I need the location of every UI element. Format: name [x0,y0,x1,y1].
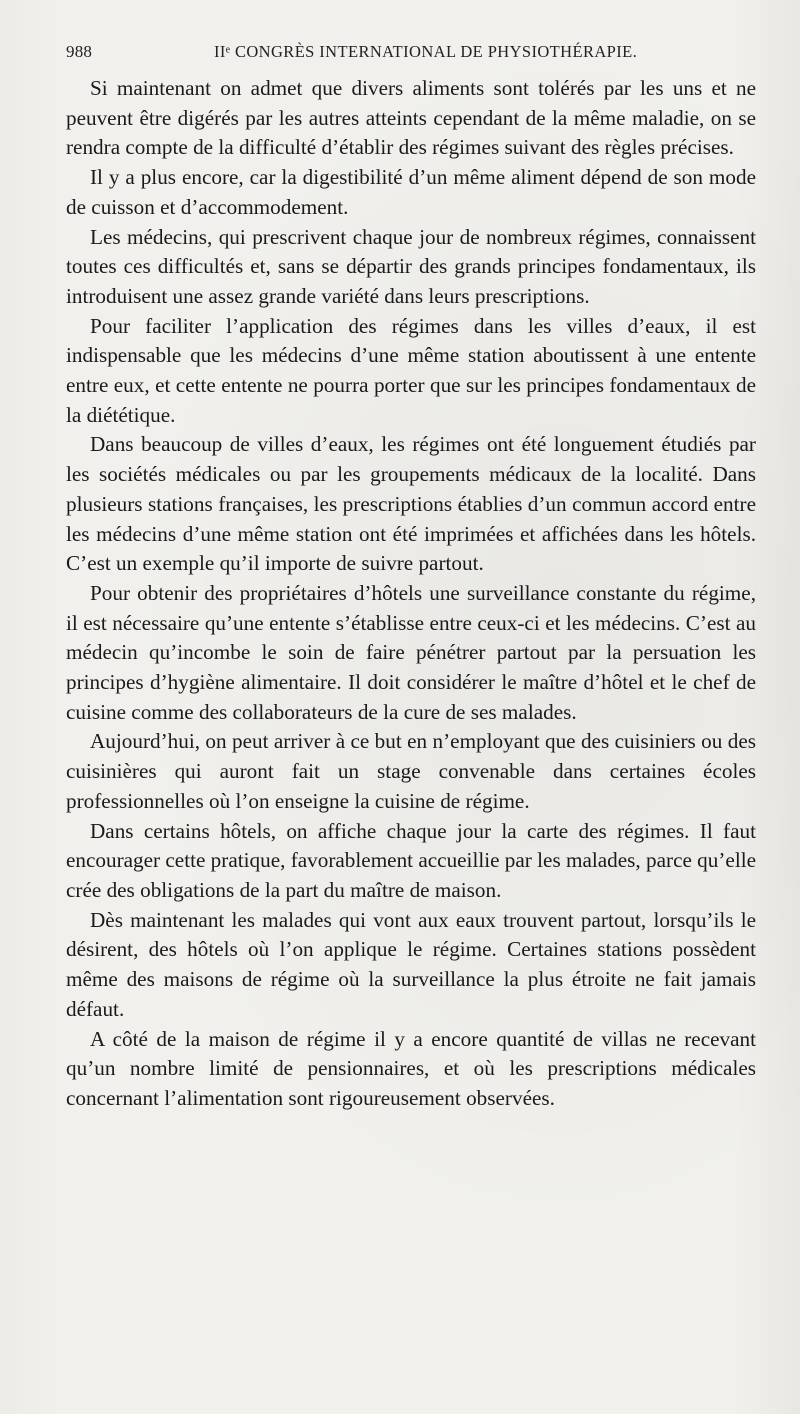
paragraph: Il y a plus encore, car la digestibilité d’un même aliment dépend de son mode de cuisson et d’accommodement. [66,165,756,219]
paragraph: A côté de la maison de régime il y a encore quantité de villas ne recevant qu’un nombre limité de pensionnaires, et où les prescriptions médicales concernant l’alimentation sont rigoureusement observées. [66,1026,756,1110]
paragraph: Les médecins, qui prescrivent chaque jour de nombreux régimes, connaissent toutes ces difficultés et, sans se départir des grands principes fondamentaux, ils introduisent une assez grande variété dans leurs prescriptions. [66,224,756,308]
paragraph: Pour obtenir des propriétaires d’hôtels une surveillance constante du régime, il est nécessaire qu’une entente s’établisse entre ceux-ci et les médecins. C’est au médecin qu’incombe le soin de faire pénétrer partout par la persuation les principes d’hygiène alimentaire. Il doit considérer le maître d’hôtel et le chef de cuisine comme des collaborateurs de la cure de ses malades. [66,580,756,724]
body-text [66,74,756,1114]
running-head [66,42,760,66]
paragraph: Dès maintenant les malades qui vont aux eaux trouvent partout, lorsqu’ils le désirent, des hôtels où l’on applique le régime. Certaines stations possèdent même des maisons de régime où la surveillance la plus étroite ne fait jamais défaut. [66,907,756,1021]
running-title: IIᵉ CONGRÈS INTERNATIONAL DE PHYSIOTHÉRAPIE. [214,42,638,61]
paragraph: Si maintenant on admet que divers aliments sont tolérés par les uns et ne peuvent être digérés par les autres atteints cependant de la même maladie, on se rendra compte de la difficulté d’établir des régimes suivant des règles précises. [66,76,756,160]
page-number: 988 [66,42,93,61]
paragraph: Aujourd’hui, on peut arriver à ce but en n’employant que des cuisiniers ou des cuisinières qui auront fait un stage convenable dans certaines écoles professionnelles où l’on enseigne la cuisine de régime. [66,729,756,813]
paragraph: Dans certains hôtels, on affiche chaque jour la carte des régimes. Il faut encourager cette pratique, favorablement accueillie par les malades, parce qu’elle crée des obligations de la part du maître de maison. [66,818,756,902]
paragraph: Pour faciliter l’application des régimes dans les villes d’eaux, il est indispensable que les médecins d’une même station aboutissent à une entente entre eux, et cette entente ne pourra porter que sur les principes fondamentaux de la diététique. [66,313,756,427]
paragraph: Dans beaucoup de villes d’eaux, les régimes ont été longuement étudiés par les sociétés médicales ou par les groupements médicaux de la localité. Dans plusieurs stations françaises, les prescriptions établies d’un commun accord entre les médecins d’une même station ont été imprimées et affichées dans les hôtels. C’est un exemple qu’il importe de suivre partout. [66,432,756,576]
